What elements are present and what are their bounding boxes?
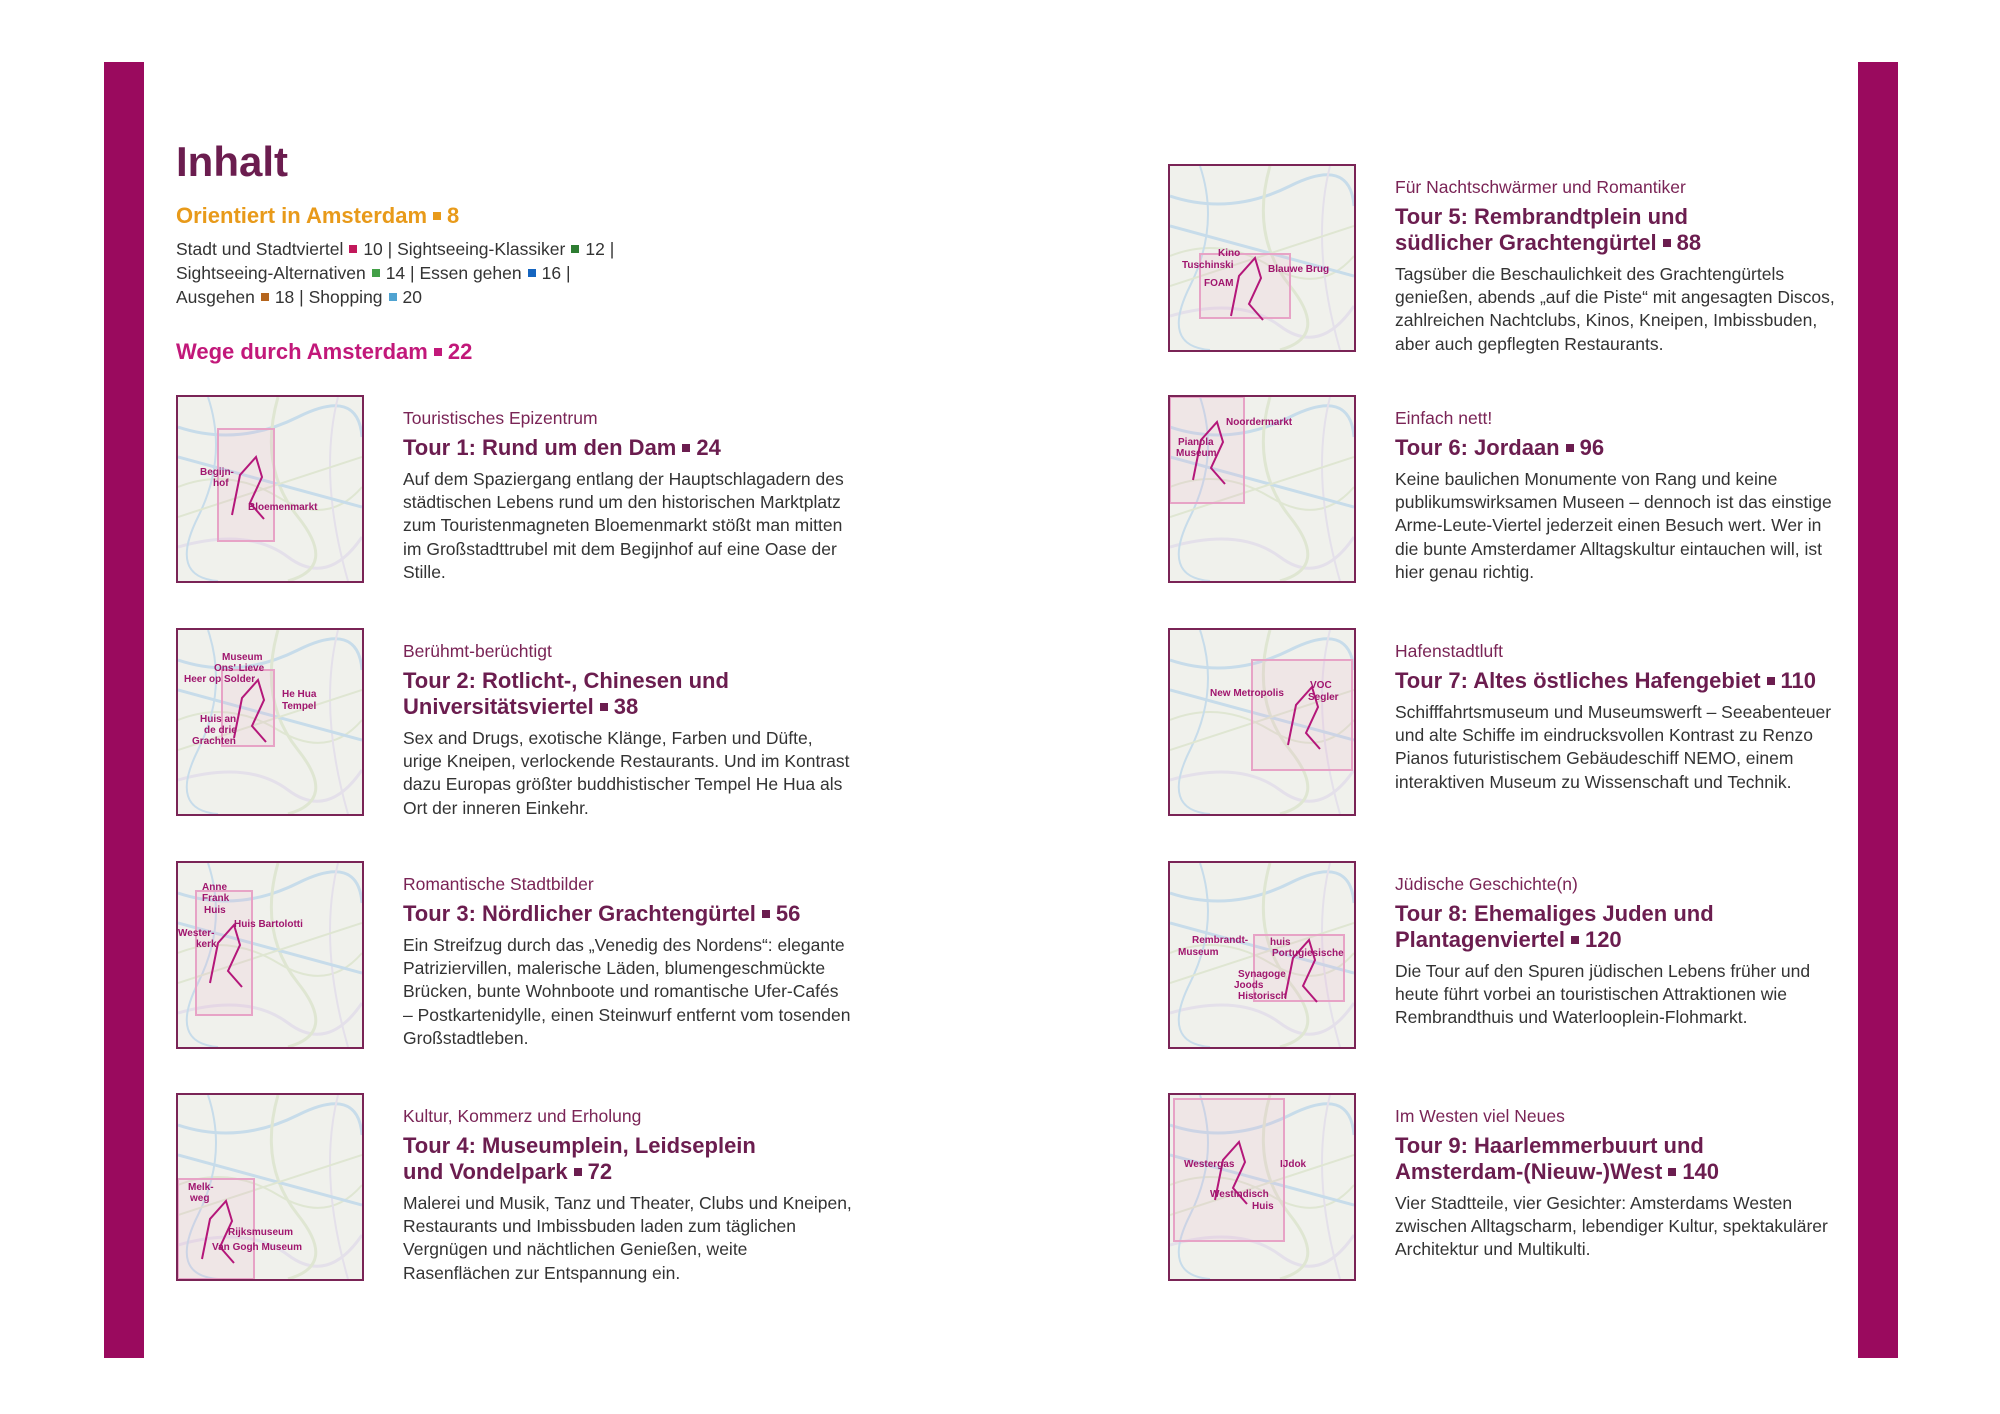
map-graphic: [178, 397, 362, 581]
right-accent-bar: [1858, 62, 1898, 1358]
page-marker: [682, 444, 690, 452]
separator: |: [405, 263, 420, 283]
map-graphic: [1170, 166, 1354, 350]
left-accent-bar: [104, 62, 144, 1358]
map-graphic: [1170, 630, 1354, 814]
tour-page: 38: [613, 694, 639, 719]
subsection-label: Essen gehen: [419, 263, 522, 283]
map-label: Begijn-: [200, 467, 234, 478]
tour-title-line: Tour 3: Nördlicher Grachtengürtel: [403, 901, 756, 926]
subsection-label: Sightseeing-Klassiker: [397, 239, 566, 259]
tour-title-line: Tour 7: Altes östliches Hafengebiet: [1395, 668, 1761, 693]
tour-page: 88: [1676, 230, 1702, 255]
map-label: VOC: [1310, 680, 1332, 691]
map-label: Museum: [222, 652, 263, 663]
page-marker: [1767, 677, 1775, 685]
tour-map-thumbnail: [1168, 164, 1356, 352]
separator: |: [561, 263, 571, 283]
map-label: Grachten: [192, 736, 236, 747]
tour-description: Keine baulichen Monumente von Rang und keine publikumswirksamen Museen – dennoch ist das einstige Arme-Leute-Viertel jederzeit einen Besuch wert. Wer in die bunte Amsterdamer Alltagskultur eintauchen will, ist hier genau richtig.: [1395, 469, 1832, 582]
tour-text: [403, 407, 853, 584]
tour-text: [403, 873, 853, 1050]
section-marker: [433, 212, 441, 220]
tour-text: [1395, 640, 1845, 794]
map-street: [1322, 397, 1340, 581]
tour-title-line: und Vondelpark: [403, 1159, 568, 1184]
tour-map-thumbnail: [176, 395, 364, 583]
map-label: Tempel: [282, 701, 317, 712]
tour-title-line: Tour 8: Ehemaliges Juden und: [1395, 901, 1714, 926]
tour-text: [1395, 1105, 1845, 1262]
map-label: Rembrandt-: [1192, 935, 1249, 946]
color-marker: [389, 293, 397, 301]
separator: |: [604, 239, 615, 259]
tour-title-line: südlicher Grachtengürtel: [1395, 230, 1657, 255]
section-walks-page: 22: [447, 339, 473, 364]
map-street: [1170, 770, 1354, 801]
tour-title-line: Tour 5: Rembrandtplein und: [1395, 204, 1688, 229]
page-title: Inhalt: [176, 138, 288, 185]
tour-title-line: Tour 1: Rund um den Dam: [403, 435, 677, 460]
tour-title[interactable]: [1395, 901, 1845, 953]
tour-title[interactable]: [1395, 204, 1845, 256]
map-label: Museum: [1178, 947, 1219, 958]
map-street: [1179, 630, 1210, 814]
tour-kicker: Romantische Stadtbilder: [403, 874, 594, 894]
tour-description: Schifffahrtsmuseum und Museumswerft – Seeabenteuer und alte Schiffe im eindrucksvollen Kontrast zu Renzo Pianos futuristischem Gebäudeschiff NEMO, einem interaktiven Museum zu Wissenschaft und Technik.: [1395, 702, 1832, 792]
page-marker: [600, 703, 608, 711]
map-label: Westindisch: [1210, 1189, 1269, 1200]
map-label: Anne: [202, 882, 227, 893]
map-label: Frank: [202, 893, 230, 904]
tour-description: Tagsüber die Beschaulichkeit des Grachtengürtels genießen, abends „auf die Piste“ mit angesagten Discos, zahlreichen Nachtclubs, Kinos, Kneipen, Imbissbuden, aber auch gepflegten Restaurants.: [1395, 264, 1835, 354]
map-label: Synagoge: [1238, 969, 1286, 980]
map-graphic: [1170, 397, 1354, 581]
section-orientation-label: Orientiert in Amsterdam: [176, 203, 428, 228]
tour-text: [403, 640, 853, 820]
map-label: Huis: [204, 905, 226, 916]
map-street: [178, 770, 362, 801]
map-label: IJdok: [1280, 1159, 1307, 1170]
map-street: [330, 1095, 348, 1279]
map-label: kerk: [196, 939, 217, 950]
map-label: Tuschinski: [1182, 260, 1234, 271]
tour-title[interactable]: [403, 901, 853, 927]
tour-description: Ein Streifzug durch das „Venedig des Nordens“: elegante Patriziervillen, malerische Läden, blumengeschmückte Brücken, bunte Wohnboote und romantische Ufer-Cafés – Postkartenidylle, einen Steinwurf entfernt vom tosenden Großstadtleben.: [403, 935, 851, 1048]
subsection-label: Stadt und Stadtviertel: [176, 239, 344, 259]
subsection-label: Shopping: [308, 287, 383, 307]
tour-kicker: Im Westen viel Neues: [1395, 1106, 1565, 1126]
subsection-link[interactable]: [397, 239, 605, 259]
map-label: He Hua: [282, 689, 317, 700]
map-focus-area: [1252, 660, 1352, 770]
separator: |: [382, 239, 398, 259]
map-label: Pianola: [1178, 437, 1214, 448]
map-graphic: [178, 863, 362, 1047]
map-street: [330, 863, 348, 1047]
section-marker: [434, 348, 442, 356]
tour-description: Sex and Drugs, exotische Klänge, Farben und Düfte, urige Kneipen, verlockende Restaurants. Und im Kontrast dazu Europas größter buddhistischer Tempel He Hua als Ort der inneren Einkehr.: [403, 728, 850, 818]
color-marker: [349, 245, 357, 253]
separator: |: [294, 287, 309, 307]
page-marker: [574, 1168, 582, 1176]
tour-page: 72: [587, 1159, 613, 1184]
subsection-page: 10: [363, 239, 383, 259]
map-graphic: [1170, 863, 1354, 1047]
tour-kicker: Jüdische Geschichte(n): [1395, 874, 1578, 894]
orientation-subsections: [176, 237, 696, 309]
tour-text: [1395, 407, 1845, 584]
tour-map-thumbnail: [1168, 861, 1356, 1049]
map-label: Kino: [1218, 248, 1241, 259]
tour-kicker: Einfach nett!: [1395, 408, 1493, 428]
map-label: Huis Bartolotti: [234, 919, 303, 930]
tour-title-line: Plantagenviertel: [1395, 927, 1565, 952]
tour-page: 140: [1682, 1159, 1720, 1184]
map-graphic: [178, 630, 362, 814]
map-label: Westergas: [1184, 1159, 1235, 1170]
map-street: [187, 397, 218, 581]
map-label: Portugiesische: [1272, 948, 1344, 959]
tour-page: 96: [1579, 435, 1605, 460]
tour-kicker: Berühmt-berüchtigt: [403, 641, 552, 661]
map-street: [1322, 166, 1340, 350]
tour-kicker: Touristisches Epizentrum: [403, 408, 598, 428]
color-marker: [372, 269, 380, 277]
map-label: Wester-: [178, 928, 215, 939]
map-label: Melk-: [188, 1182, 214, 1193]
map-focus-area: [1174, 1099, 1284, 1241]
map-street: [1170, 537, 1354, 568]
subsection-link[interactable]: [176, 263, 405, 283]
tour-map-thumbnail: [176, 861, 364, 1049]
tour-kicker: Hafenstadtluft: [1395, 641, 1503, 661]
tour-title[interactable]: [403, 435, 853, 461]
tour-description: Die Tour auf den Spuren jüdischen Lebens früher und heute führt vorbei an touristischen Attraktionen wie Rembrandthuis und Waterlooplein-Flohmarkt.: [1395, 961, 1811, 1028]
page-marker: [1663, 239, 1671, 247]
map-label: weg: [190, 1193, 210, 1204]
map-graphic: [178, 1095, 362, 1279]
subsection-link[interactable]: [176, 287, 294, 307]
page-marker: [762, 910, 770, 918]
map-label: Segler: [1308, 692, 1339, 703]
tour-title[interactable]: [403, 1133, 853, 1185]
map-label: Ons' Lieve: [214, 663, 265, 674]
map-label: Historisch: [1238, 991, 1287, 1002]
tour-map-thumbnail: [1168, 628, 1356, 816]
tour-title-line: Amsterdam-(Nieuw-)West: [1395, 1159, 1663, 1184]
subsection-page: 18: [274, 287, 295, 307]
tour-map-thumbnail: [176, 628, 364, 816]
page-marker: [1571, 936, 1579, 944]
subsection-link[interactable]: [419, 263, 561, 283]
subsection-label: Sightseeing-Alternativen: [176, 263, 366, 283]
tour-title-line: Tour 9: Haarlemmerbuurt und: [1395, 1133, 1704, 1158]
map-street: [1322, 1095, 1340, 1279]
map-label: Bloemenmarkt: [248, 502, 318, 513]
tour-map-thumbnail: [1168, 395, 1356, 583]
tour-description: Auf dem Spaziergang entlang der Hauptschlagadern des städtischen Lebens rund um den historischen Marktplatz zum Touristenmagneten Bloemenmarkt stößt man mitten im Großstadttrubel mit dem Begijnhof auf eine Oase der Stille.: [403, 469, 844, 582]
map-label: Van Gogh Museum: [212, 1242, 303, 1253]
tour-title-line: Tour 6: Jordaan: [1395, 435, 1560, 460]
tour-map-thumbnail: [176, 1093, 364, 1281]
tour-text: [1395, 873, 1845, 1030]
map-street: [330, 397, 348, 581]
section-orientation[interactable]: [176, 203, 459, 229]
map-label: Museum: [1176, 448, 1217, 459]
map-label: Rijksmuseum: [228, 1227, 294, 1238]
tour-title-line: Tour 4: Museumplein, Leidseplein: [403, 1133, 756, 1158]
tour-title-line: Universitätsviertel: [403, 694, 594, 719]
map-label: de drie: [204, 725, 237, 736]
map-label: FOAM: [1204, 278, 1234, 289]
map-graphic: [1170, 1095, 1354, 1279]
subsection-page: 12: [585, 239, 605, 259]
subsection-page: 14: [385, 263, 406, 283]
tour-kicker: Kultur, Kommerz und Erholung: [403, 1106, 642, 1126]
tour-kicker: Für Nachtschwärmer und Romantiker: [1395, 177, 1686, 197]
map-label: Blauwe Brug: [1268, 264, 1330, 275]
map-label: Joods: [1234, 980, 1264, 991]
tour-text: [1395, 176, 1845, 356]
map-label: huis: [1270, 937, 1291, 948]
tour-title[interactable]: [1395, 435, 1845, 461]
tour-title[interactable]: [403, 668, 853, 720]
tour-page: 120: [1584, 927, 1622, 952]
map-label: Huis an: [200, 714, 237, 725]
tour-map-thumbnail: [1168, 1093, 1356, 1281]
map-street: [330, 630, 348, 814]
tour-page: 56: [775, 901, 801, 926]
subsection-label: Ausgehen: [176, 287, 255, 307]
map-label: hof: [213, 478, 229, 489]
color-marker: [571, 245, 579, 253]
map-label: Heer op Solder: [184, 674, 256, 685]
color-marker: [261, 293, 269, 301]
color-marker: [528, 269, 536, 277]
tour-page: 110: [1780, 668, 1817, 693]
section-orientation-page: 8: [447, 203, 460, 228]
subsection-page: 16: [541, 263, 562, 283]
section-walks-label: Wege durch Amsterdam: [176, 339, 428, 364]
subsection-link[interactable]: [176, 239, 383, 259]
tour-title[interactable]: [1395, 1133, 1845, 1185]
subsection-link[interactable]: [309, 287, 422, 307]
page-marker: [1566, 444, 1574, 452]
map-label: Huis: [1252, 1201, 1274, 1212]
map-street: [1170, 1003, 1354, 1034]
tour-title-line: Tour 2: Rotlicht-, Chinesen und: [403, 668, 729, 693]
map-label: New Metropolis: [1210, 688, 1284, 699]
tour-description: Vier Stadtteile, vier Gesichter: Amsterdams Westen zwischen Alltagscharm, lebendiger Kultur, spektakulärer Architektur und Multikulti.: [1395, 1193, 1828, 1260]
section-walks[interactable]: [176, 339, 472, 365]
tour-description: Malerei und Musik, Tanz und Theater, Clubs und Kneipen, Restaurants und Imbissbuden laden zum täglichen Vergnügen und nächtlichen Genießen, weite Rasenflächen zur Entspannung ein.: [403, 1193, 852, 1283]
tour-page: 24: [696, 435, 721, 460]
map-label: Noordermarkt: [1226, 417, 1293, 428]
subsection-page: 20: [402, 287, 423, 307]
page-marker: [1668, 1168, 1676, 1176]
tour-text: [403, 1105, 853, 1285]
tour-title[interactable]: [1395, 668, 1845, 694]
